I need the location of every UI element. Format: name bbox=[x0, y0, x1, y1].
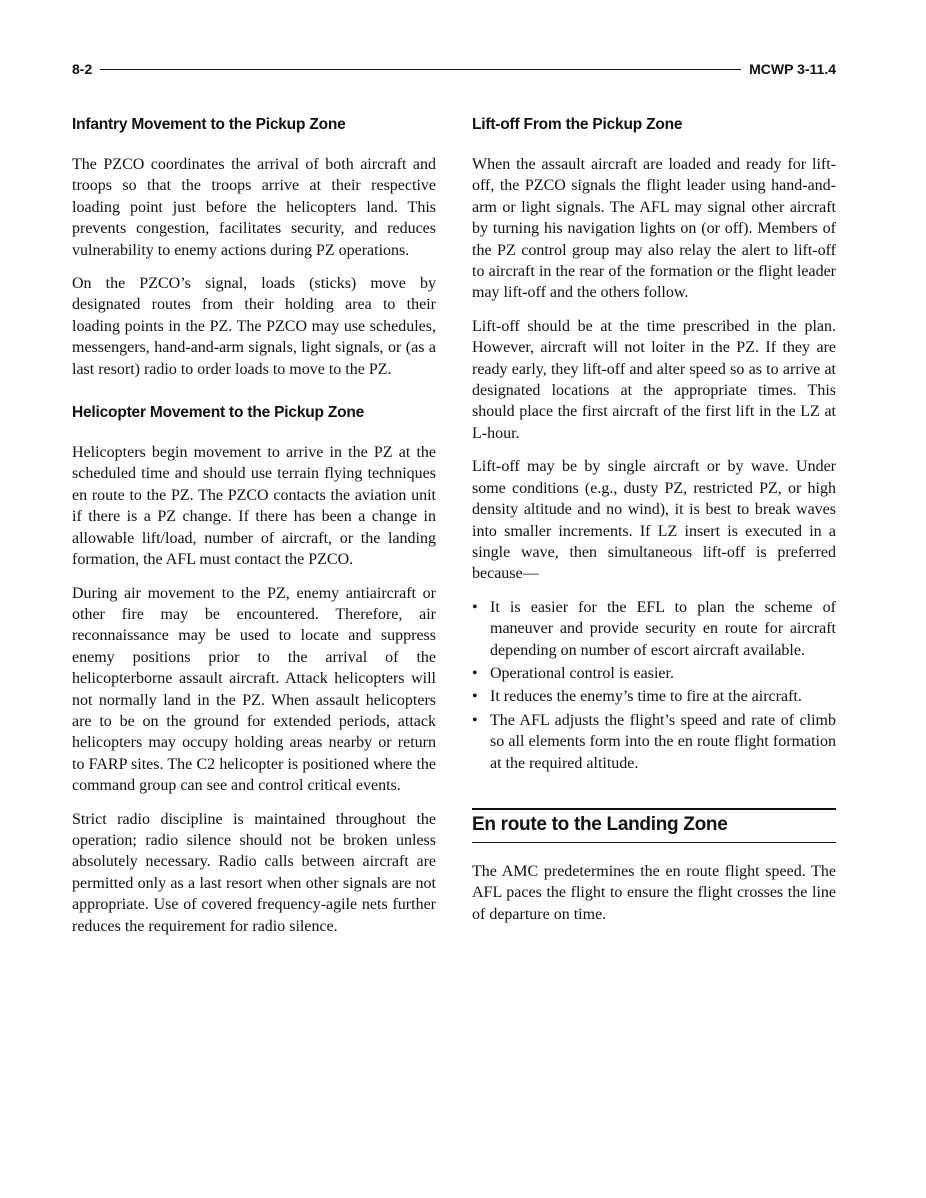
heading-infantry-movement: Infantry Movement to the Pickup Zone bbox=[72, 116, 346, 133]
list-item: • It reduces the enemy’s time to fire at the aircraft. bbox=[472, 686, 836, 707]
heading-lift-off: Lift-off From the Pickup Zone bbox=[472, 116, 683, 133]
bullet-icon: • bbox=[472, 688, 478, 706]
paragraph: Helicopters begin movement to arrive in the PZ at the scheduled time and should use terrain flying techniques en route to the PZ. The PZCO contacts the aviation unit if there is a PZ change. If there has been a change in allowable lift/load, number of aircraft, or the landing formation, the AFL must contact the PZCO. bbox=[72, 444, 436, 569]
paragraph: The PZCO coordinates the arrival of both aircraft and troops so that the troops arrive at their respective loading point just before the helicopters land. This prevents congestion, facilitates security, and reduces vulnerability to enemy actions during PZ operations. bbox=[72, 156, 436, 259]
section-heading-box bbox=[472, 808, 836, 843]
bullet-icon: • bbox=[472, 598, 478, 616]
section-title: En route to the Landing Zone bbox=[472, 813, 728, 835]
heading-helicopter-movement: Helicopter Movement to the Pickup Zone bbox=[72, 404, 365, 422]
paragraph: During air movement to the PZ, enemy antiaircraft or other fire may be encountered. Therefore, air reconnaissance may be used to locate and suppress enemy positions prior to the arrival of the helicopterborne assault aircraft. Attack helicopters will not normally land in the PZ. When assault helicopters are to be on the ground for extended periods, attack helicopters may occupy holding areas nearby or return to FARP sites. The C2 helicopter is positioned where the command group can see and control critical events. bbox=[72, 584, 436, 795]
paragraph: Lift-off should be at the time prescribed in the plan. However, aircraft will not loiter in the PZ. If they are ready early, they lift-off and alter speed so as to arrive at designated locations at the appropriate times. This should place the first aircraft of the first lift in the LZ at L-hour. bbox=[472, 317, 836, 442]
paragraph: On the PZCO’s signal, loads (sticks) move by designated routes from their holding area to their loading points in the PZ. The PZCO may use schedules, messengers, hand-and-arm signals, light signals, or (as a last resort) radio to order loads to move to the PZ. bbox=[72, 275, 436, 378]
bullet-icon: • bbox=[472, 711, 478, 729]
header-rule bbox=[100, 69, 741, 70]
bullet-list bbox=[472, 597, 836, 774]
page-header bbox=[72, 58, 836, 80]
document-id: MCWP 3-11.4 bbox=[749, 61, 836, 77]
list-item: • It is easier for the EFL to plan the scheme of maneuver and provide security en route for aircraft depending on number of escort aircraft available. bbox=[472, 598, 836, 659]
left-column bbox=[72, 112, 436, 949]
paragraph: Strict radio discipline is maintained throughout the operation; radio silence should not be broken unless absolutely necessary. Radio calls between aircraft are permitted only as a last resort when other signals are not appropriate. Use of covered frequency-agile nets further reduces the requirement for radio silence. bbox=[72, 810, 436, 935]
paragraph: The AMC predetermines the en route flight speed. The AFL paces the flight to ensure the flight crosses the line of departure on time. bbox=[472, 862, 836, 923]
right-column bbox=[472, 112, 836, 937]
page-number: 8-2 bbox=[72, 61, 93, 77]
list-item: • The AFL adjusts the flight’s speed and rate of climb so all elements form into the en route flight formation at the required altitude. bbox=[472, 711, 836, 772]
list-item: • Operational control is easier. bbox=[472, 663, 836, 684]
paragraph: Lift-off may be by single aircraft or by wave. Under some conditions (e.g., dusty PZ, restricted PZ, or high density altitude and no wind), it is best to break waves into smaller increments. If LZ insert is executed in a single wave, then simultaneous lift-off is preferred because— bbox=[472, 458, 836, 583]
bullet-icon: • bbox=[472, 664, 478, 682]
paragraph: When the assault aircraft are loaded and ready for lift-off, the PZCO signals the flight leader using hand-and-arm or light signals. The AFL may signal other aircraft by turning his navigation lights on (or off). Members of the PZ control group may also relay the alert to lift-off to aircraft in the rear of the formation or the flight leader may lift-off and the others follow. bbox=[472, 156, 836, 302]
